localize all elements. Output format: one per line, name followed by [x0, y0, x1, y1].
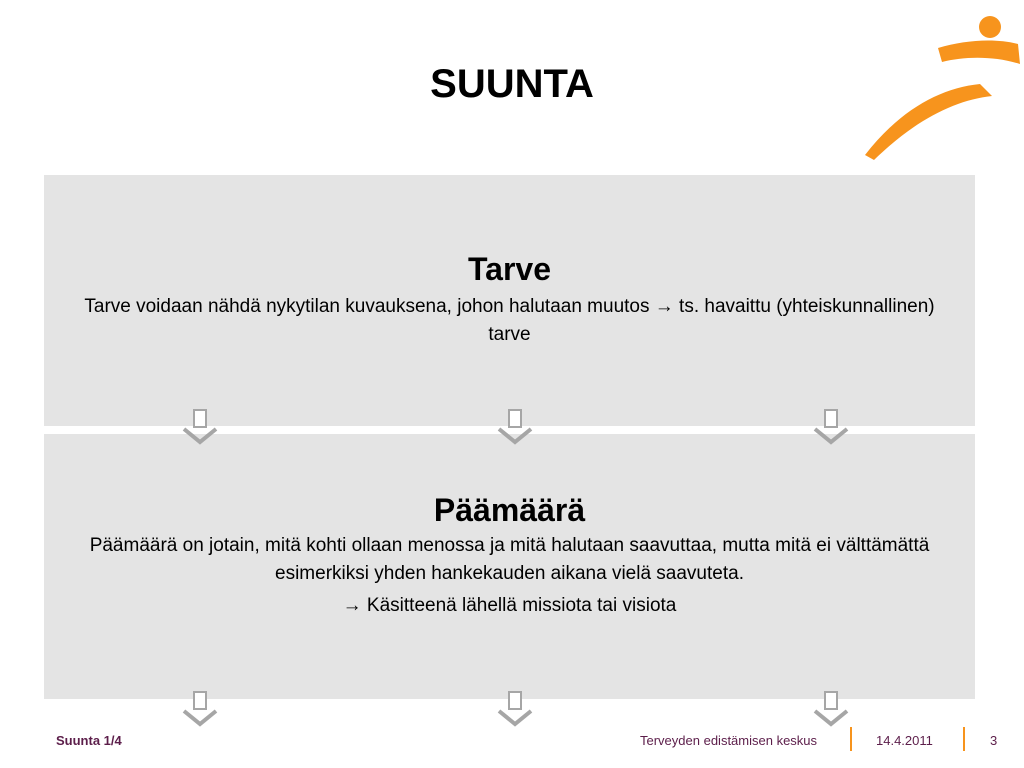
footer-divider: [963, 727, 965, 751]
footer-section-label: Suunta 1/4: [56, 733, 122, 748]
down-arrow-icon: [182, 409, 218, 445]
footer-divider: [850, 727, 852, 751]
goal-heading: Päämäärä: [433, 492, 586, 528]
down-arrow-icon: [497, 691, 533, 727]
need-box: [44, 175, 975, 426]
footer-organization: Terveyden edistämisen keskus: [640, 733, 818, 748]
need-heading: Tarve: [467, 251, 551, 287]
need-text: Tarve voidaan nähdä nykytilan kuvauksena, johon halutaan muutos → ts. havaittu (yhteiskunnallinen) tarve: [84, 296, 935, 345]
down-arrow-icon: [182, 691, 218, 727]
down-arrow-icon: [813, 691, 849, 727]
down-arrow-icon: [497, 409, 533, 445]
goal-text: Päämäärä on jotain, mitä kohti ollaan menossa ja mitä halutaan saavuttaa, mutta mitä ei välttämättä esimerkiksi yhden hankekauden aikana vielä saavuteta.: [89, 535, 930, 584]
footer-page-number: 3: [990, 733, 998, 748]
page-title: SUUNTA: [430, 62, 594, 106]
footer-date: 14.4.2011: [876, 733, 933, 748]
logo-icon: [860, 10, 1024, 160]
goal-text-note: → Käsitteenä lähellä missiota tai visiota: [342, 595, 677, 616]
down-arrow-icon: [813, 409, 849, 445]
goal-box: [44, 434, 975, 699]
